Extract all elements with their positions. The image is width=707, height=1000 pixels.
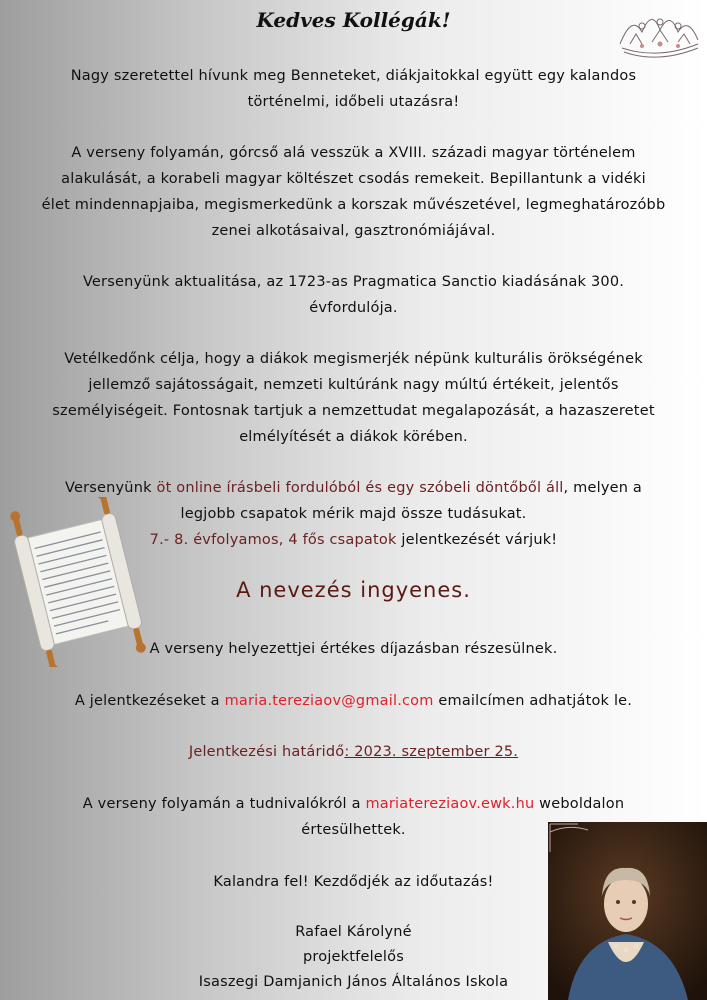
intro-line-2: történelmi, időbeli utazásra! [247, 94, 460, 110]
free-entry-heading: A nevezés ingyenes. [236, 578, 471, 602]
topics-line-3: élet mindennapjaiba, megismerkedünk a korszak művészetével, legmeghatározóbb [41, 197, 666, 213]
rounds-line-2: legjobb csapatok mérik majd össze tudásukat. [180, 506, 527, 522]
prizes-line: A verseny helyezettjei értékes díjazásban részesülnek. [149, 641, 558, 657]
topics-line-4: zenei alkotásaival, gasztronómiájával. [211, 223, 496, 239]
intro-line-1: Nagy szeretettel hívunk meg Benneteket, diákjaitokkal együtt egy kalandos [70, 68, 637, 84]
teams-highlight: 7.- 8. évfolyamos, 4 fős csapatok [149, 532, 397, 548]
crown-icon [612, 4, 704, 64]
signature-school: Isaszegi Damjanich János Általános Iskola [198, 974, 509, 990]
email-link[interactable]: maria.tereziaov@gmail.com [224, 693, 434, 709]
apply-line [10, 688, 697, 714]
goal-line-2: jellemző sajátosságait, nemzeti kultúránk nagy múltú értékeit, jelentős [88, 377, 619, 393]
deadline-label: Jelentkezési határidő [188, 744, 345, 760]
closing-line: Kalandra fel! Kezdődjék az időutazás! [213, 874, 494, 890]
goal-line-3: személyiségeit. Fontosnak tartjuk a nemzettudat megalapozását, a hazaszeretet [52, 403, 655, 419]
teams-text: jelentkezését várjuk! [396, 532, 558, 548]
signature-name: Rafael Károlyné [295, 924, 412, 940]
goal-line-1: Vetélkedőnk célja, hogy a diákok megismerjék népünk kulturális örökségének [64, 351, 643, 367]
topics-line-2: alakulását, a korabeli magyar költészet csodás remekeit. Bepillantunk a vidéki [61, 171, 646, 187]
goal-line-4: elmélyítését a diákok körében. [239, 429, 468, 445]
actuality-line-1: Versenyünk aktualitása, az 1723-as Pragmatica Sanctio kiadásának 300. [82, 274, 625, 290]
topics-line-1: A verseny folyamán, górcső alá vesszük a XVIII. századi magyar történelem [71, 145, 636, 161]
website-line-2: értesülhettek. [301, 822, 406, 838]
rounds-text-b: , melyen a [563, 480, 643, 496]
actuality-line-2: évfordulója. [309, 300, 398, 316]
rounds-text-a: Versenyünk [64, 480, 157, 496]
web-text-a: A verseny folyamán a tudnivalókról a [82, 796, 366, 812]
website-link[interactable]: mariatereziaov.ewk.hu [365, 796, 535, 812]
apply-text-a: A jelentkezéseket a [74, 693, 225, 709]
rounds-highlight: öt online írásbeli fordulóból és egy szóbeli döntőből áll [156, 480, 564, 496]
web-text-b: weboldalon [534, 796, 625, 812]
portrait-image [548, 822, 707, 1000]
deadline-date: : 2023. szeptember 25. [344, 744, 519, 760]
signature-role: projektfelelős [303, 949, 404, 965]
page-title: Kedves Kollégák! [256, 8, 451, 32]
apply-text-b: emailcímen adhatjátok le. [433, 693, 633, 709]
website-line-1 [10, 791, 697, 817]
deadline-line [10, 739, 697, 765]
